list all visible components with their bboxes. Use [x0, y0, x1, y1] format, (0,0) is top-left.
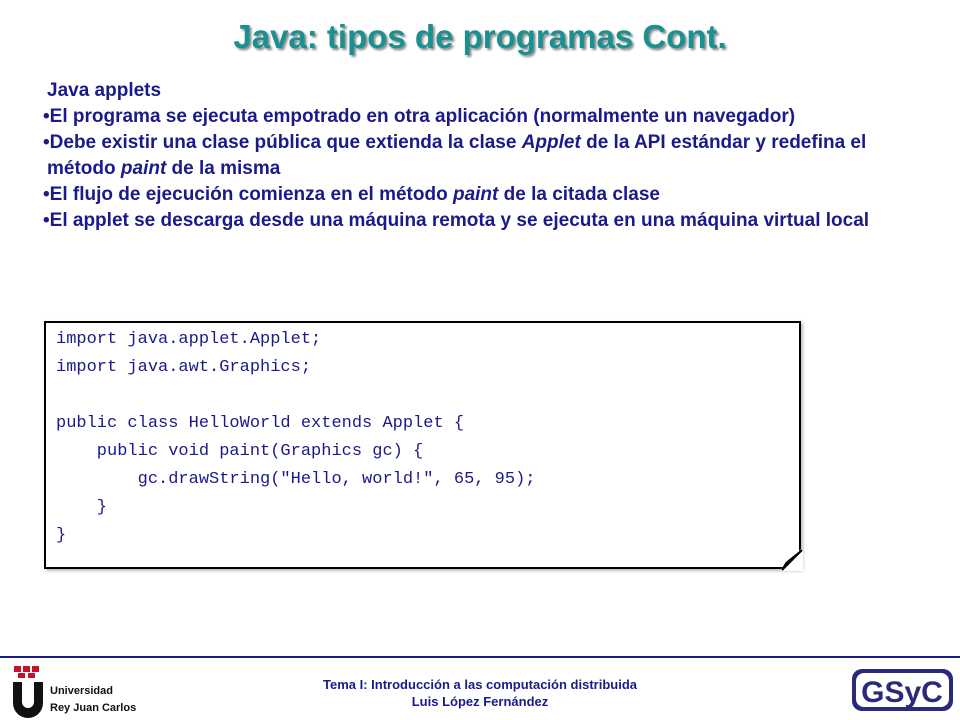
- code-line: public void paint(Graphics gc) {: [56, 442, 424, 461]
- code-line: }: [56, 498, 108, 517]
- bullet-dot-icon: •: [43, 106, 50, 127]
- bullet-text: de la misma: [166, 158, 281, 179]
- bullet-text: de la API estándar y redefina el método: [47, 132, 867, 179]
- section-heading: Java applets: [47, 80, 162, 101]
- university-line1: Universidad: [50, 685, 113, 697]
- slide-title: Java: tipos de programas Cont.: [233, 18, 727, 55]
- footer-text: [0, 676, 960, 710]
- footer-divider: [0, 656, 960, 658]
- svg-text:GSyC: GSyC: [861, 676, 943, 709]
- bullet-dot-icon: •: [43, 210, 50, 231]
- code-block: [56, 326, 535, 550]
- bullet-item: [43, 130, 927, 182]
- bullet-text: Debe existir una clase pública que extienda la clase: [49, 132, 522, 153]
- bullet-list: [43, 104, 927, 234]
- bullet-item: [43, 182, 927, 208]
- bullet-item: [43, 208, 927, 234]
- bullet-text: de la citada clase: [498, 184, 660, 205]
- bullet-dot-icon: •: [43, 184, 50, 205]
- code-line: public class HelloWorld extends Applet {: [56, 414, 465, 433]
- code-line: import java.applet.Applet;: [56, 330, 322, 349]
- bullet-item: [43, 104, 927, 130]
- bullet-text: paint: [120, 158, 167, 179]
- footer-line1: Tema I: Introducción a las computación distribuida: [323, 677, 637, 692]
- bullet-dot-icon: •: [43, 132, 50, 153]
- gsyc-logo-icon: [850, 665, 955, 715]
- bullet-text: El applet se descarga desde una máquina remota y se ejecuta en una máquina virtual local: [49, 210, 870, 231]
- code-line: gc.drawString("Hello, world!", 65, 95);: [56, 470, 536, 489]
- bullet-text: Applet: [521, 132, 581, 153]
- bullet-text: El programa se ejecuta empotrado en otra aplicación (normalmente un navegador): [49, 106, 796, 127]
- code-line: import java.awt.Graphics;: [56, 358, 312, 377]
- code-line: [56, 382, 535, 410]
- footer-line2: Luis López Fernández: [411, 694, 549, 709]
- bullet-text: El flujo de ejecución comienza en el método: [49, 184, 453, 205]
- code-line: }: [56, 526, 67, 545]
- bullet-text: paint: [452, 184, 499, 205]
- page-fold-icon: [781, 549, 803, 571]
- university-line2: Rey Juan Carlos: [50, 702, 137, 714]
- slide-content: [43, 78, 927, 234]
